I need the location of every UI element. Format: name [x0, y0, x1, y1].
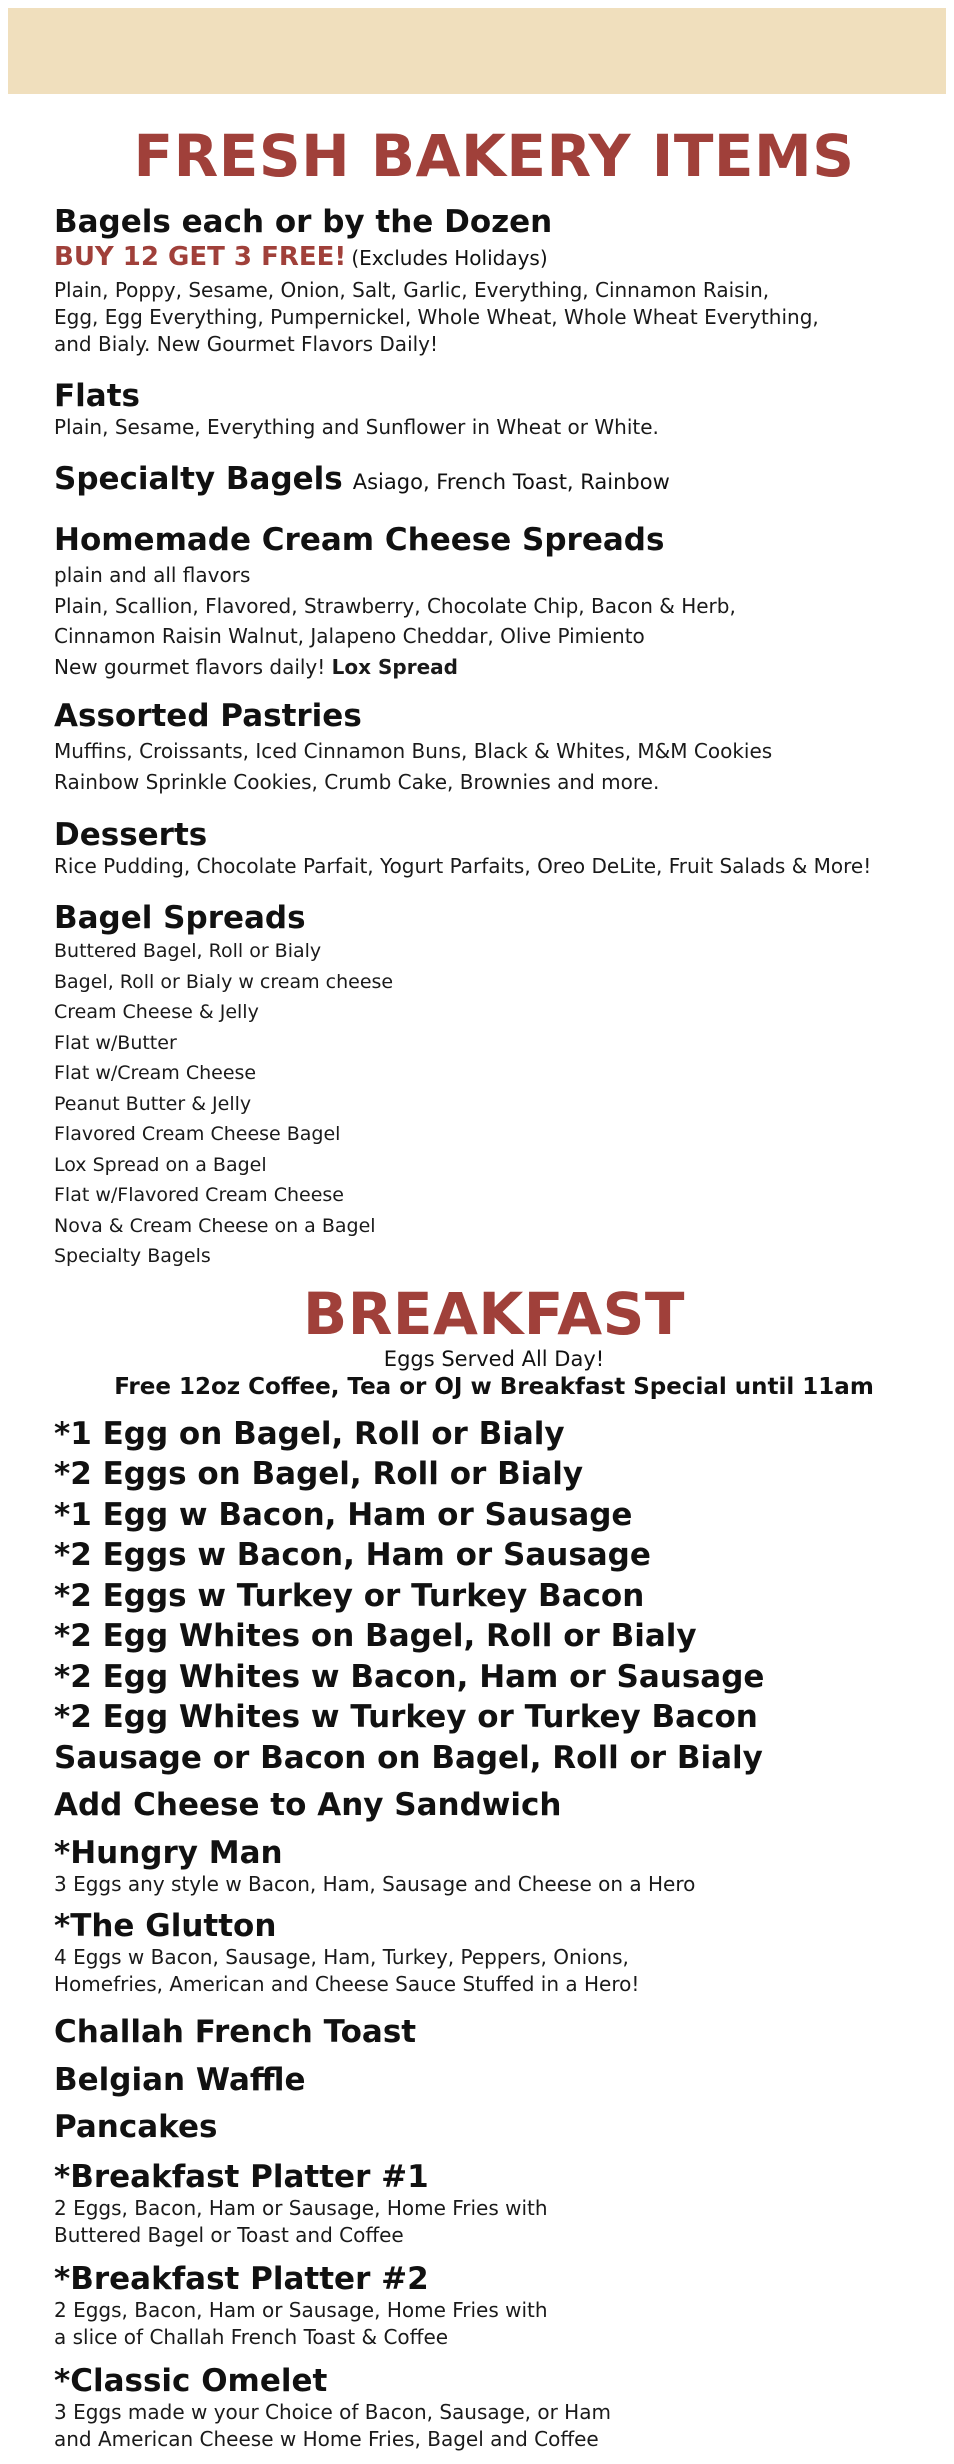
omelet-item: [54, 2363, 934, 2453]
pastries-line-2: Rainbow Sprinkle Cookies, Crumb Cake, Brownies and more.: [54, 769, 660, 794]
cream-cheese-new-flavors: New gourmet flavors daily!: [54, 654, 326, 679]
lox-spread-label: Lox Spread: [331, 654, 458, 679]
bagel-flavors-line-2: Egg, Egg Everything, Pumpernickel, Whole Wheat, Whole Wheat Everything,: [54, 305, 819, 329]
spread-item: Nova & Cream Cheese on a Bagel: [54, 1214, 376, 1237]
spread-item: Flavored Cream Cheese Bagel: [54, 1123, 341, 1145]
spread-item: Flat w/Cream Cheese: [54, 1062, 257, 1084]
specialty-section: [54, 461, 934, 504]
hungry-man-item: [54, 1835, 934, 1898]
pastries-line-1: Muffins, Croissants, Iced Cinnamon Buns, Black & Whites, M&M Cookies: [54, 739, 773, 763]
specialty-title: Specialty Bagels: [54, 461, 343, 497]
omelet-title: *Classic Omelet: [54, 2363, 328, 2399]
platter2-title: *Breakfast Platter #2: [54, 2261, 429, 2297]
flats-desc: Plain, Sesame, Everything and Sunflower in Wheat or White.: [54, 415, 659, 439]
promo-line: [54, 240, 934, 277]
bagels-section: [54, 204, 934, 358]
flats-title: Flats: [54, 378, 140, 414]
pancakes-item: Pancakes: [54, 2109, 218, 2145]
omelet-desc-line-2: and American Cheese w Home Fries, Bagel and Coffee: [54, 2427, 599, 2451]
egg-item: *2 Eggs w Bacon, Ham or Sausage: [54, 1537, 651, 1573]
spread-item: Lox Spread on a Bagel: [54, 1153, 267, 1176]
spread-item: Peanut Butter & Jelly: [54, 1092, 252, 1115]
egg-item: *1 Egg w Bacon, Ham or Sausage: [54, 1496, 633, 1533]
cream-cheese-line-2: Plain, Scallion, Flavored, Strawberry, Chocolate Chip, Bacon & Herb,: [54, 593, 736, 618]
pastries-section: [54, 696, 934, 797]
bakery-title: FRESH BAKERY ITEMS: [133, 122, 855, 190]
egg-item: *2 Eggs w Turkey or Turkey Bacon: [54, 1577, 645, 1614]
breakfast-section: [54, 1279, 934, 2454]
cream-cheese-line-4: [54, 652, 934, 683]
egg-item: *2 Egg Whites w Bacon, Ham or Sausage: [54, 1658, 765, 1695]
omelet-desc-line-1: 3 Eggs made w your Choice of Bacon, Sausage, or Ham: [54, 2400, 611, 2424]
platter2-item: [54, 2261, 934, 2351]
cream-cheese-title: Homemade Cream Cheese Spreads: [54, 522, 665, 558]
spread-item: Specialty Bagels: [54, 1245, 211, 1267]
bagels-title: Bagels each or by the Dozen: [54, 204, 553, 240]
bagel-spreads-section: [54, 900, 934, 1272]
glutton-desc-line-2: Homefries, American and Cheese Sauce Stuffed in a Hero!: [54, 1972, 640, 1996]
egg-items-list: [54, 1414, 934, 1779]
hungry-man-title: *Hungry Man: [54, 1835, 283, 1871]
specialty-line: [54, 461, 934, 504]
spread-item: Cream Cheese & Jelly: [54, 1001, 259, 1023]
platter1-title: *Breakfast Platter #1: [54, 2159, 429, 2195]
menu-content: [54, 118, 934, 2453]
add-cheese: Add Cheese to Any Sandwich: [54, 1787, 562, 1823]
breakfast-special: Free 12oz Coffee, Tea or OJ w Breakfast Special until 11am: [114, 1373, 874, 1400]
cream-cheese-line-1: plain and all flavors: [54, 563, 251, 587]
top-banner: [8, 8, 946, 94]
promo-note: (Excludes Holidays): [351, 246, 548, 270]
waffle-item: Belgian Waffle: [54, 2062, 306, 2098]
spread-item: Flat w/Flavored Cream Cheese: [54, 1184, 345, 1206]
hungry-man-desc: 3 Eggs any style w Bacon, Ham, Sausage and Cheese on a Hero: [54, 1872, 696, 1896]
spread-item: Buttered Bagel, Roll or Bialy: [54, 940, 322, 962]
egg-item: *2 Egg Whites w Turkey or Turkey Bacon: [54, 1699, 758, 1735]
spread-item: Bagel, Roll or Bialy w cream cheese: [54, 970, 394, 993]
egg-item: Sausage or Bacon on Bagel, Roll or Bialy: [54, 1739, 763, 1776]
cream-cheese-line-3: Cinnamon Raisin Walnut, Jalapeno Cheddar, Olive Pimiento: [54, 624, 645, 648]
platter1-desc-line-2: Buttered Bagel or Toast and Coffee: [54, 2223, 404, 2247]
specialty-desc: Asiago, French Toast, Rainbow: [352, 470, 670, 494]
egg-item: *1 Egg on Bagel, Roll or Bialy: [54, 1415, 565, 1452]
spread-item: Flat w/Butter: [54, 1031, 177, 1054]
promo-text: BUY 12 GET 3 FREE!: [54, 242, 347, 272]
bagel-flavors-line-3: and Bialy. New Gourmet Flavors Daily!: [54, 332, 439, 356]
french-toast-item: Challah French Toast: [54, 2014, 417, 2050]
desserts-title: Desserts: [54, 817, 208, 853]
cream-cheese-section: [54, 520, 934, 682]
breakfast-subtitle: Eggs Served All Day!: [383, 1346, 605, 1371]
bagel-flavors-line-1: Plain, Poppy, Sesame, Onion, Salt, Garlic, Everything, Cinnamon Raisin,: [54, 278, 770, 302]
egg-item: *2 Eggs on Bagel, Roll or Bialy: [54, 1456, 584, 1492]
glutton-desc-line-1: 4 Eggs w Bacon, Sausage, Ham, Turkey, Peppers, Onions,: [54, 1945, 629, 1969]
pastries-title: Assorted Pastries: [54, 698, 362, 734]
egg-item: *2 Egg Whites on Bagel, Roll or Bialy: [54, 1618, 697, 1654]
desserts-desc: Rice Pudding, Chocolate Parfait, Yogurt Parfaits, Oreo DeLite, Fruit Salads & More!: [54, 854, 872, 878]
bagel-spreads-title: Bagel Spreads: [54, 900, 306, 936]
breakfast-title: BREAKFAST: [302, 1279, 685, 1348]
platter1-desc-line-1: 2 Eggs, Bacon, Ham or Sausage, Home Fries with: [54, 2196, 548, 2220]
platter2-desc-line-1: 2 Eggs, Bacon, Ham or Sausage, Home Fries with: [54, 2298, 548, 2322]
desserts-section: [54, 817, 934, 880]
glutton-title: *The Glutton: [54, 1908, 277, 1944]
platter2-desc-line-2: a slice of Challah French Toast & Coffee: [54, 2325, 449, 2349]
flats-section: [54, 378, 934, 441]
platter1-item: [54, 2159, 934, 2249]
glutton-item: [54, 1908, 934, 1998]
